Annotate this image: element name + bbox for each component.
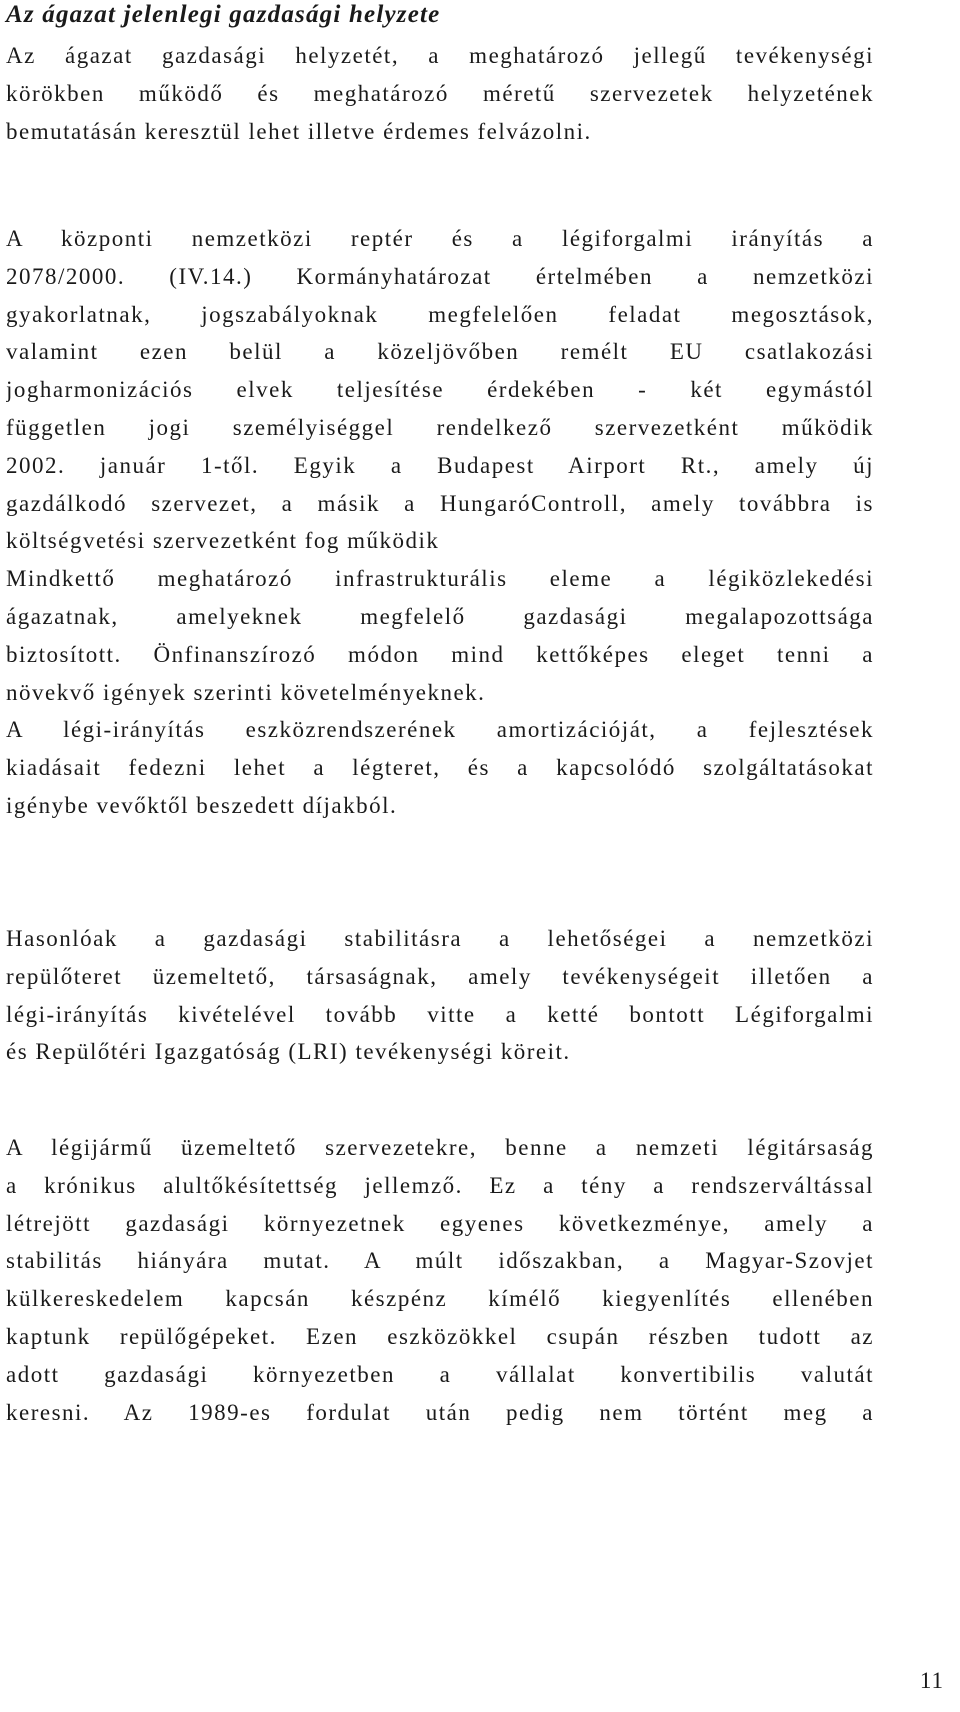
section-heading: Az ágazat jelenlegi gazdasági helyzete	[6, 1, 441, 28]
text-line: kiadásait fedezni lehet a légteret, és a kapcsolódó szolgáltatásokat	[6, 755, 874, 781]
text-line: létrejött gazdasági környezetnek egyenes következménye, amely a	[6, 1210, 874, 1236]
text-line: stabilitás hiányára mutat. A múlt időszakban, a Magyar-Szovjet	[6, 1248, 874, 1274]
text-line: Hasonlóak a gazdasági stabilitásra a lehetőségei a nemzetközi	[6, 926, 874, 951]
text-line: ágazatnak, amelyeknek megfelelő gazdasági megalapozottsága	[6, 603, 874, 629]
text-line: igénybe vevőktől beszedett díjakból.	[6, 792, 398, 818]
text-line: gyakorlatnak, jogszabályoknak megfelelően feladat megosztások,	[6, 301, 874, 327]
text-line: Mindkettő meghatározó infrastrukturális eleme a légiközlekedési	[6, 566, 874, 592]
text-line: Az ágazat gazdasági helyzetét, a meghatározó jellegű tevékenységi	[6, 43, 874, 68]
text-line: biztosított. Önfinanszírozó módon mind kettőképes eleget tenni a	[6, 641, 874, 667]
paragraph-airport-and-air-traffic	[6, 220, 874, 825]
text-line: és Repülőtéri Igazgatóság (LRI) tevékenységi köreit.	[6, 1039, 571, 1065]
paragraph-sector-overview	[6, 37, 874, 150]
text-line: gazdálkodó szervezet, a másik a HungaróControll, amely továbbra is	[6, 490, 874, 516]
text-line: A központi nemzetközi reptér és a légiforgalmi irányítás a	[6, 226, 874, 251]
text-line: jogharmonizációs elvek teljesítése érdekében - két egymástól	[6, 377, 874, 403]
text-line: 2078/2000. (IV.14.) Kormányhatározat értelmében a nemzetközi	[6, 263, 874, 289]
paragraph-stability	[6, 920, 874, 1071]
text-line: növekvő igények szerinti követelményeknek.	[6, 679, 486, 705]
text-line: valamint ezen belül a közeljövőben remélt EU csatlakozási	[6, 339, 874, 365]
paragraph-aircraft-operators	[6, 1129, 874, 1431]
text-line: bemutatásán keresztül lehet illetve érdemes felvázolni.	[6, 118, 592, 144]
text-line: 2002. január 1-től. Egyik a Budapest Airport Rt., amely új	[6, 452, 874, 478]
text-line: költségvetési szervezetként fog működik	[6, 528, 440, 554]
text-line: külkereskedelem kapcsán készpénz kímélő kiegyenlítés ellenében	[6, 1286, 874, 1312]
text-line: adott gazdasági környezetben a vállalat konvertibilis valutát	[6, 1361, 874, 1387]
text-line: repülőteret üzemeltető, társaságnak, amely tevékenységeit illetően a	[6, 963, 874, 989]
text-line: a krónikus alultőkésítettség jellemző. Ez a tény a rendszerváltással	[6, 1172, 874, 1198]
text-line: légi-irányítás kivételével tovább vitte a ketté bontott Légiforgalmi	[6, 1001, 874, 1027]
text-line: független jogi személyiséggel rendelkező szervezetként működik	[6, 414, 874, 440]
text-line: keresni. Az 1989-es fordulat után pedig nem történt meg a	[6, 1399, 874, 1425]
text-line: A légi-irányítás eszközrendszerének amortizációját, a fejlesztések	[6, 717, 874, 743]
page-number: 11	[919, 1668, 944, 1693]
text-line: kaptunk repülőgépeket. Ezen eszközökkel csupán részben tudott az	[6, 1323, 874, 1349]
text-line: A légijármű üzemeltető szervezetekre, benne a nemzeti légitársaság	[6, 1135, 874, 1160]
text-line: körökben működő és meghatározó méretű szervezetek helyzetének	[6, 80, 874, 106]
